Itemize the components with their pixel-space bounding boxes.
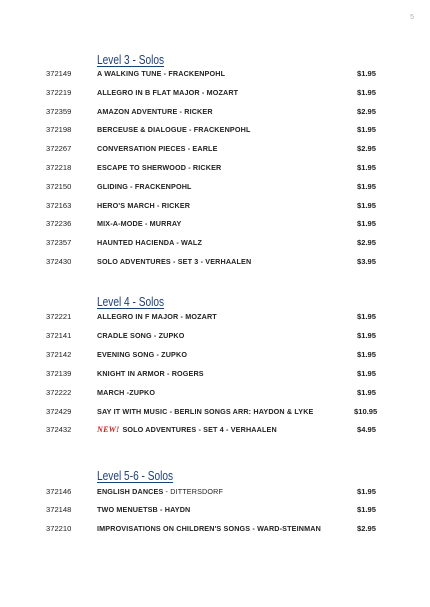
item-title: SAY IT WITH MUSIC - BERLIN SONGS ARR: HAYDON & LYKE (97, 407, 314, 416)
item-code: 372221 (46, 312, 72, 321)
item-code: 372139 (46, 369, 72, 378)
item-code: 372141 (46, 331, 72, 340)
item-code: 372218 (46, 163, 72, 172)
item-price: $3.95 (357, 257, 377, 266)
item-price: $2.95 (357, 238, 377, 248)
item-title: KNIGHT IN ARMOR - ROGERS (97, 369, 204, 378)
list-item (0, 425, 430, 437)
section-heading: Level 4 - Solos (97, 294, 165, 309)
item-code: 372219 (46, 87, 72, 97)
item-code: 372142 (46, 350, 72, 359)
list-item (0, 524, 430, 536)
section-heading: Level 5-6 - Solos (97, 468, 174, 483)
list-item (0, 369, 430, 381)
section-heading: Level 3 - Solos (97, 52, 165, 67)
item-code: 372359 (46, 106, 72, 116)
list-item (0, 88, 430, 100)
item-price: $1.95 (357, 350, 377, 359)
item-price: $1.95 (357, 505, 377, 514)
item-code: 372432 (46, 425, 72, 434)
item-price: $1.95 (357, 163, 377, 172)
item-code: 372267 (46, 144, 72, 154)
item-title (97, 425, 277, 434)
item-price: $2.95 (357, 144, 377, 154)
item-code: 372149 (46, 69, 72, 78)
item-price: $2.95 (357, 106, 377, 116)
list-item (0, 388, 430, 400)
item-title: AMAZON ADVENTURE - RICKER (97, 106, 213, 116)
item-price: $1.95 (357, 219, 377, 229)
item-title: HERO'S MARCH - RICKER (97, 200, 191, 210)
item-title: IMPROVISATIONS ON CHILDREN'S SONGS - WARD-STEINMAN (97, 524, 321, 533)
list-item (0, 69, 430, 81)
item-price: $1.95 (357, 69, 377, 78)
list-item (0, 125, 430, 137)
item-code: 372148 (46, 505, 72, 514)
item-code: 372163 (46, 200, 72, 210)
item-price: $2.95 (357, 524, 377, 533)
list-item (0, 219, 430, 231)
item-title: ALLEGRO IN B FLAT MAJOR - MOZART (97, 87, 239, 97)
item-price: $1.95 (357, 331, 377, 340)
list-item (0, 163, 430, 175)
item-price: $1.95 (357, 125, 377, 135)
item-code: 372198 (46, 125, 72, 135)
item-title: GLIDING - FRACKENPOHL (97, 181, 192, 191)
list-item (0, 487, 430, 499)
item-price: $4.95 (357, 425, 377, 434)
item-title: MIX-A-MODE - MURRAY (97, 219, 182, 229)
item-title: TWO MENUETSB - HAYDN (97, 505, 191, 514)
new-badge: NEW! (97, 425, 120, 434)
page-number: 5 (410, 14, 414, 21)
item-title: CONVERSATION PIECES - EARLE (97, 144, 218, 154)
item-price: $1.95 (357, 200, 377, 210)
item-code: 372222 (46, 388, 72, 397)
list-item (0, 238, 430, 250)
item-code: 372146 (46, 487, 72, 496)
item-code: 372236 (46, 219, 72, 229)
item-title: MARCH -ZUPKO (97, 388, 156, 397)
list-item (0, 201, 430, 213)
item-title: CRADLE SONG - ZUPKO (97, 331, 185, 340)
item-title: HAUNTED HACIENDA - WALZ (97, 238, 202, 248)
item-title: ALLEGRO IN F MAJOR - MOZART (97, 312, 217, 321)
list-item (0, 350, 430, 362)
list-item (0, 331, 430, 343)
list-item (0, 407, 430, 419)
item-code: 372210 (46, 524, 72, 533)
item-code: 372430 (46, 257, 72, 266)
item-price: $10.95 (354, 407, 378, 416)
list-item (0, 312, 430, 324)
item-price: $1.95 (357, 487, 377, 496)
item-price: $1.95 (357, 181, 377, 191)
item-title-text: ENGLISH DANCES (97, 487, 164, 496)
item-title: EVENING SONG - ZUPKO (97, 350, 188, 359)
list-item (0, 144, 430, 156)
list-item (0, 107, 430, 119)
item-price: $1.95 (357, 388, 377, 397)
item-title: SOLO ADVENTURES - SET 3 - VERHAALEN (97, 257, 252, 266)
list-item (0, 182, 430, 194)
item-title: A WALKING TUNE - FRACKENPOHL (97, 69, 226, 78)
list-item (0, 257, 430, 269)
item-price: $1.95 (357, 369, 377, 378)
item-code: 372429 (46, 407, 72, 416)
item-title: BERCEUSE & DIALOGUE - FRACKENPOHL (97, 125, 251, 135)
item-title-text: SOLO ADVENTURES - SET 4 - VERHAALEN (122, 425, 277, 434)
item-price: $1.95 (357, 312, 377, 321)
item-title-composer: - DITTERSDORF (163, 487, 224, 496)
list-item (0, 505, 430, 517)
item-code: 372357 (46, 238, 72, 248)
item-title: ESCAPE TO SHERWOOD - RICKER (97, 163, 222, 172)
item-title (97, 487, 223, 496)
item-code: 372150 (46, 181, 72, 191)
item-price: $1.95 (357, 87, 377, 97)
